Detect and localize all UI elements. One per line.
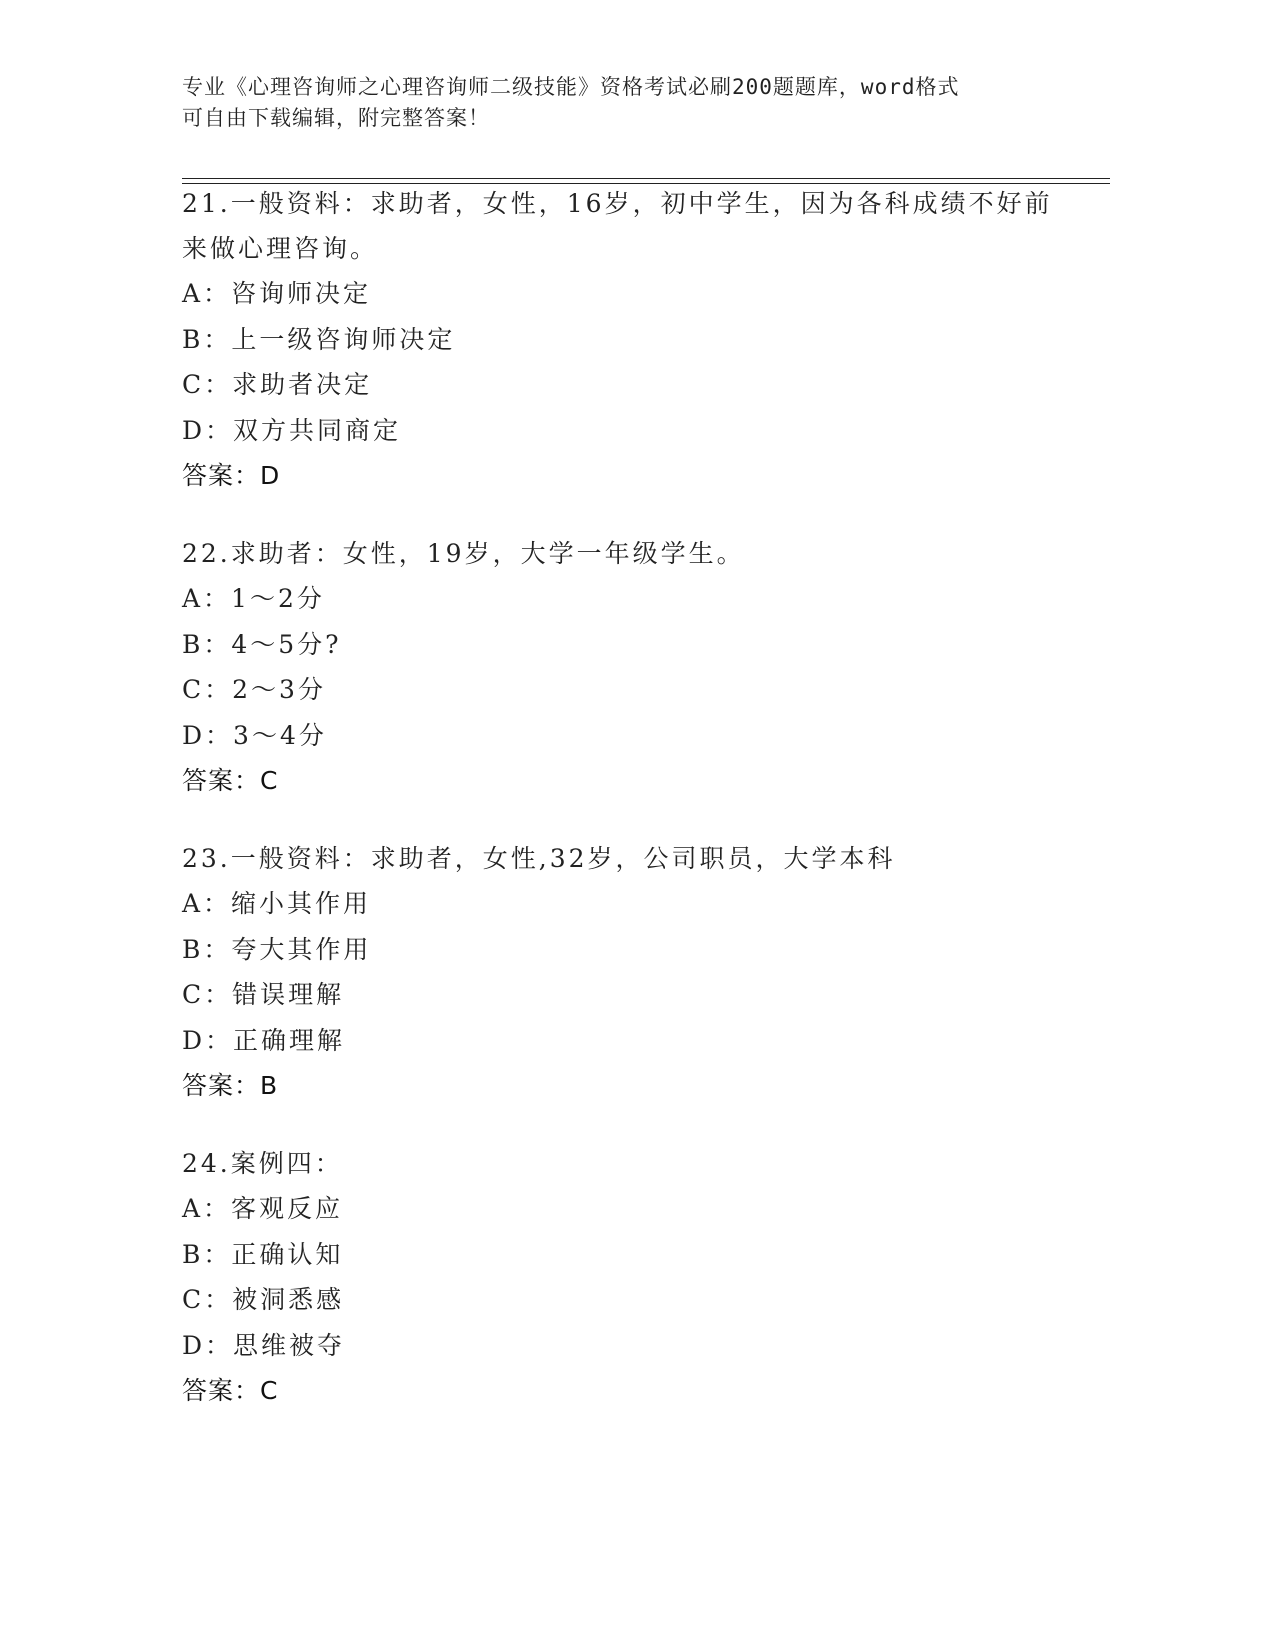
option-c: C：求助者决定 [182, 370, 373, 399]
document-header [182, 72, 1042, 134]
answer: 答案：D [182, 461, 281, 490]
option-d: D：思维被夺 [182, 1330, 346, 1360]
header-divider-top [182, 178, 1110, 179]
answer: 答案：B [182, 1071, 279, 1100]
question-24 [182, 1141, 1062, 1414]
header-line-2: 可自由下载编辑，附完整答案！ [182, 106, 490, 130]
question-text-line-2: 来做心理咨询。 [182, 234, 379, 263]
question-text-line-1: 23.一般资料：求助者，女性,32岁，公司职员，大学本科 [182, 844, 896, 873]
question-text-line-1: 21.一般资料：求助者，女性，16岁，初中学生，因为各科成绩不好前 [182, 189, 1053, 218]
option-a: A：客观反应 [182, 1194, 344, 1223]
option-a: A：缩小其作用 [182, 889, 372, 918]
option-c: C：被洞悉感 [182, 1285, 345, 1314]
answer: 答案：C [182, 1376, 279, 1405]
option-c: C：2～3分 [182, 675, 326, 704]
option-b: B：4～5分? [182, 629, 342, 659]
option-b: B：夸大其作用 [182, 934, 372, 964]
question-21 [182, 181, 1062, 499]
question-text-line-1: 22.求助者：女性，19岁，大学一年级学生。 [182, 539, 745, 568]
question-23 [182, 836, 1062, 1109]
option-b: B：上一级咨询师决定 [182, 324, 456, 354]
question-text-line-1: 24.案例四： [182, 1149, 343, 1178]
option-c: C：错误理解 [182, 980, 345, 1009]
answer: 答案：C [182, 766, 279, 795]
option-d: D：双方共同商定 [182, 415, 402, 445]
option-b: B：正确认知 [182, 1239, 344, 1269]
question-22 [182, 531, 1062, 804]
option-d: D：3～4分 [182, 720, 327, 750]
option-d: D：正确理解 [182, 1025, 346, 1055]
option-a: A：1～2分 [182, 584, 325, 613]
header-line-1: 专业《心理咨询师之心理咨询师二级技能》资格考试必刷200题题库，word格式 [182, 75, 960, 99]
option-a: A：咨询师决定 [182, 279, 372, 308]
